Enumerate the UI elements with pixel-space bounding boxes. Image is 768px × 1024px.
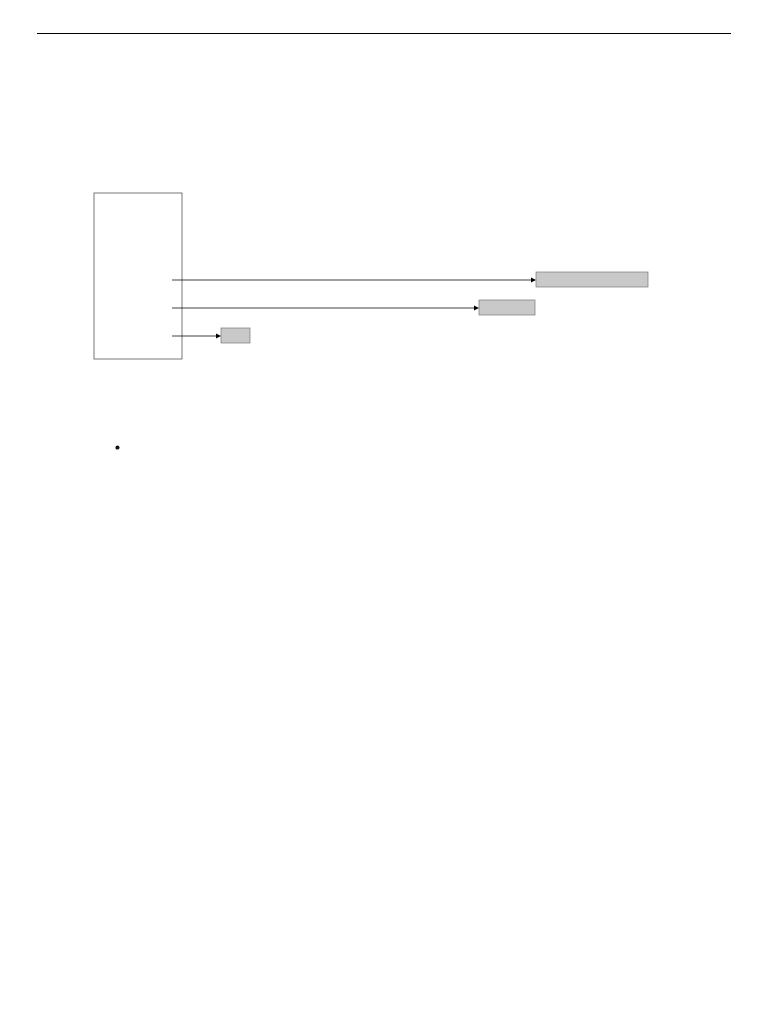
free-block-4k bbox=[536, 272, 648, 287]
part-b-answer-line-2 bbox=[93, 700, 107, 726]
header-rule bbox=[37, 33, 731, 34]
arrow-2k-head bbox=[474, 306, 479, 311]
arrow-4k-head bbox=[531, 278, 536, 283]
free-block-2k bbox=[479, 300, 535, 315]
buddy-system-diagram bbox=[90, 186, 655, 386]
arrow-1k-head bbox=[216, 334, 221, 339]
free-block-1k bbox=[221, 328, 250, 343]
freelists-panel bbox=[94, 193, 182, 359]
